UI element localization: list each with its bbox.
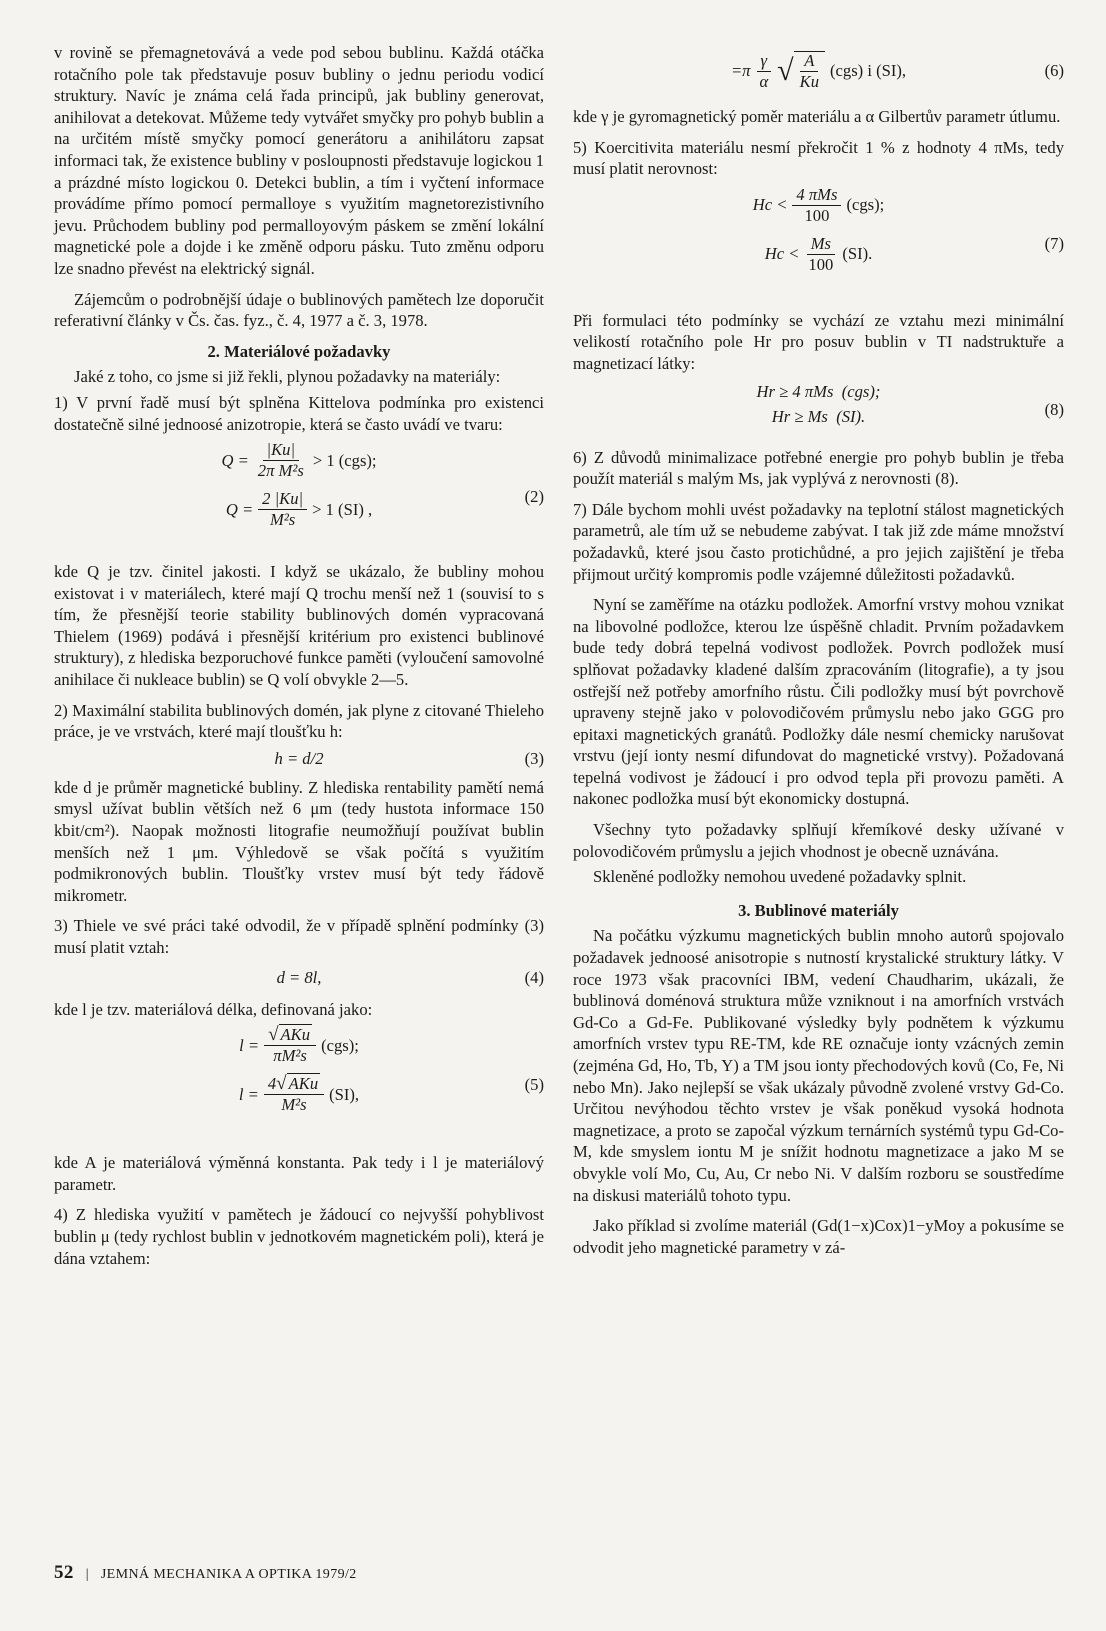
equation-number: (2) (524, 487, 544, 507)
paragraph: 6) Z důvodů minimalizace potřebné energie pro pohyb bublin je třeba použít materiál s malým Ms, jak vyplývá z nerovnosti (8). (573, 447, 1064, 489)
equation-number: (6) (1044, 61, 1064, 81)
paragraph: Zájemcům o podrobnější údaje o bublinových pamětech lze doporučit referativní články v Čs. čas. fyz., č. 4, 1977 a č. 3, 1978. (54, 289, 544, 331)
section-heading: 3. Bublinové materiály (738, 900, 899, 920)
paragraph: kde A je materiálová výměnná konstanta. Pak tedy i l je materiálový parametr. (54, 1153, 544, 1194)
paragraph: Všechny tyto požadavky splňují křemíkové desky užívané v polovodičovém průmyslu a jejich vhodnost je obecně uznávána. (573, 820, 1064, 861)
journal-name: JEMNÁ MECHANIKA A OPTIKA 1979/2 (100, 1567, 357, 1582)
paragraph: 7) Dále bychom mohli uvést požadavky na teplotní stálost magnetických parametrů, ale tím už se nebudeme zabývat. I tak již zde máme množství požadavků, které jsou často protichůdné, a pro jejich zajištění je třeba přijmout určitý kompromis podle vzájemné důležitosti požadavků. (573, 499, 1064, 584)
paragraph: Jaké z toho, co jsme si již řekli, plynou požadavky na materiály: (74, 367, 501, 387)
paragraph: Nyní se zaměříme na otázku podložek. Amorfní vrstvy mohou vznikat na libovolné podložce, kterou lze úspěšně chladit. Prvním požadavkem bude tedy dobrá tepelná vodivost podložek. Povrch podložek musí splňovat požadavky kladené dalším zpracováním (litografie), a ty jsou ostřejší než potřeby amorfního růstu. Čili podložky musí být povrchově upraveny stejně jako v polovodičovém průmyslu nebo jako GGG pro epitaxi magnetických granátů. Podložky dále nesmí chemicky narušovat vrstvu (její ionty nesmí difundovat do magnetické vrstvy). Požadovaná tepelná vodivost je žádoucí i pro odvod tepla při provozu paměti. A nakonec podložka musí být ekonomicky dostupná. (573, 595, 1064, 809)
equation-number: (4) (524, 967, 544, 987)
paragraph: kde γ je gyromagnetický poměr materiálu a α Gilbertův parametr útlumu. (573, 107, 1061, 126)
equation-number: (3) (524, 749, 544, 769)
paragraph: Při formulaci této podmínky se vychází ze vztahu mezi minimální velikostí rotačního pole Hr pro posuv bublin v TI nadstruktuře a magnetizací látky: (573, 310, 1064, 373)
paragraph: Skleněné podložky nemohou uvedené požadavky splnit. (593, 867, 967, 887)
right-column (573, 42, 1064, 1267)
paragraph: 4) Z hlediska využití v pamětech je žádoucí co nejvyšší pohyblivost bublin μ (tedy rychlost bublin v jednotkovém magnetickém poli), která je dána vztahem: (54, 1205, 544, 1268)
paragraph: 2) Maximální stabilita bublinových domén, jak plyne z citované Thieleho práce, je ve vrstvách, které mají tloušťku h: (54, 700, 544, 742)
equation-number: (5) (524, 1075, 544, 1095)
equation-5: l = $\frac{\text{√ AKu}}{\text{πM²s}}$ (cgs); l = $\frac{\text{4√ AKu}}{\text{M²s}}$ (SI), (5) (238, 1024, 544, 1115)
equation-8: Hr ≥ 4 πMs (cgs); Hr ≥ Ms (SI). (8) (756, 381, 1064, 427)
paragraph: 3) Thiele ve své práci také odvodil, že v případě splnění podmínky (3) musí platit vztah: (54, 916, 544, 957)
footer-separator: | (85, 1567, 89, 1582)
equation-3: h = d/2 (3) (274, 749, 544, 769)
equation-7: Hc < $\frac{\text{4 πMs}}{100}$ (cgs); Hc < $\frac{Ms}{100}$ (SI). (7) (752, 184, 1064, 274)
paragraph: Jako příklad si zvolíme materiál (Gd(1−x)Cox)1−yMoy a pokusíme se odvodit jeho magnetické parametry v zá- (573, 1216, 1064, 1257)
page-footer (54, 1562, 357, 1584)
paragraph: 1) V první řadě musí být splněna Kittelova podmínka pro existenci dostatečně silné jednoosé anizotropie, která se často uvádí ve tvaru: (54, 392, 544, 434)
paragraph: Na počátku výzkumu magnetických bublin mnoho autorů spojovalo požadavek jednoosé anisotropie s nutností krystalické struktury látky. V roce 1973 však pracovníci IBM, vedení Chaudharim, ukázali, že bublinová doménová struktura může vzniknout i na amorfních vrstvách Gd-Co a Gd-Fe. Publikované výsledky byly podnětem k výzkumu amorfních vrstev typu RE-TM, kde RE označuje ionty vzácných zemin (zejména Gd, Ho, Tb, Y) a TM jsou ionty přechodových kovů (Co, Fe, Ni nebo Mn). Jako nejlepší se však ukázaly původně zvolené vrstvy Gd-Co. Určitou nevýhodou těchto vrstev je však poněkud vysoká hodnota magnetizace, a proto se započal výzkum ternárních systémů typu Gd-Co-M, kde smyslem iontu M je snížit hodnotu magnetizace a jako M se obvykle volí Mo, Cu, Au, Cr nebo Ni. V dalším rozboru se soustředíme na diskusi materiálů tohoto typu. (573, 926, 1064, 1205)
section-heading: 2. Materiálové požadavky (207, 341, 391, 361)
paragraph: kde d je průměr magnetické bubliny. Z hlediska rentability pamětí nemá smysl užívat bublin větších než 6 μm (tedy hustota informace 150 kbit/cm²). Naopak možnosti litografie neumožňují používat bublin menších než 1 μm. Výhledově se však počítá s využitím podmikronových bublin. Tloušťky vrstev musí být tedy řádově mikrometr. (54, 777, 544, 905)
paragraph: v rovině se přemagnetovává a vede pod sebou bublinu. Každá otáčka rotačního pole tak představuje posuv bubliny o jednu periodu vodicí struktury. Navíc je známa celá řada principů, jak bubliny generovat, anihilovat a detekovat. Můžeme tedy vytvářet smyčky pro pohyb bublin a na určitém místě smyčky pomocí generátoru a anihilátoru zapsat informaci tak, že existence bubliny v posloupnosti představuje logickou 1 a prázdné místo logickou 0. Detekci bublin, a tím i vyčtení informace provádíme přímo pomocí permalloye s využitím magnetorezistivního jevu. Průchodem bubliny pod permalloyovým páskem se změní lokální magnetické pole a dojde i ke změně odporu pásku. Tuto změnu odporu lze snadno převést na elektrický signál. (54, 43, 544, 278)
left-column (54, 42, 544, 1278)
equation-6: =π $\frac{\gamma}{\alpha}$ √ $\frac{A}{Ku}$ (cgs) i (SI), (6) (730, 50, 1064, 91)
paragraph: 5) Koercitivita materiálu nesmí překročit 1 % z hodnoty 4 πMs, tedy musí platit nerovnost: (573, 137, 1064, 179)
paragraph: kde l je tzv. materiálová délka, definovaná jako: (54, 999, 373, 1019)
equation-number: (7) (1044, 233, 1064, 253)
equation-2: Q = $\frac{|Ku|}{\text{2π M²s}}$ > 1 (cgs); Q = $\frac{2 |Ku|}{\text{M²s}}$ > 1 (SI) , (2) (221, 440, 544, 530)
page-number: 52 (54, 1562, 74, 1583)
equation-number: (8) (1044, 399, 1064, 419)
paragraph: kde Q je tzv. činitel jakosti. I když se ukázalo, že bubliny mohou existovat i v materiálech, které mají Q trochu menší než 1 (souvisí to s tím, že přesnější teorie stability bublinových domén vypracovaná Thielem (1969) podává i přesnější kritérium pro existenci bublinové struktury), z hlediska bezporuchové funkce paměti (vyloučení samovolné anihilace či nukleace bublin) se Q volí obvykle 2—5. (54, 562, 544, 690)
equation-4: d = 8l, (4) (276, 967, 544, 987)
